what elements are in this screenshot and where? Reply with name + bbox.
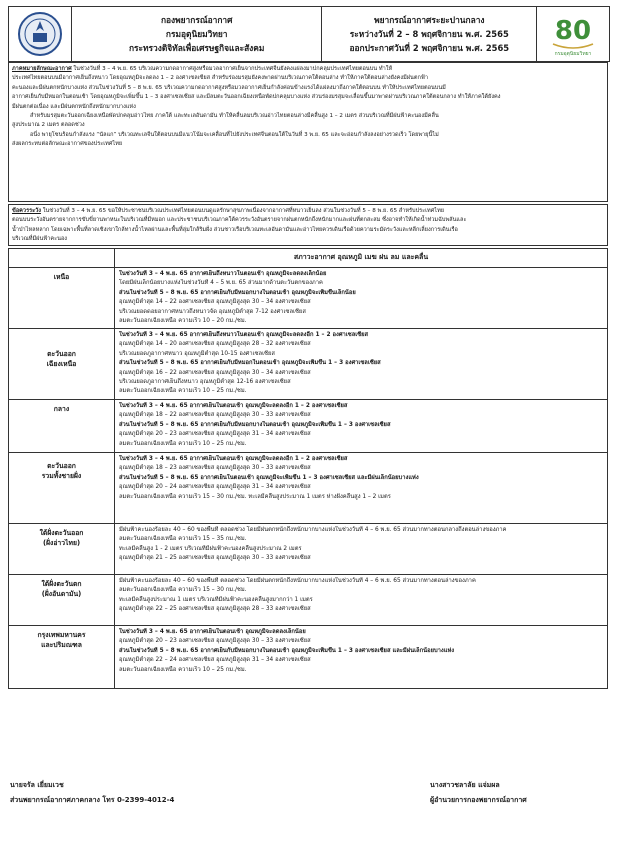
caution-label: ข้อควรระวัง	[12, 208, 41, 214]
region-name: กรุงเทพมหานคร และปริมณฑล	[9, 626, 115, 688]
table-row	[9, 453, 607, 524]
forecast-line: ในช่วงวันที่ 3 – 4 พ.ย. 65 อากาศเย็นในตอนเช้า อุณหภูมิจะลดลงอีก 1 – 2 องศาเซลเซียส	[119, 403, 348, 409]
anniversary-logo	[537, 7, 609, 61]
tmd-seal-logo	[9, 7, 72, 61]
forecast-line: ลมตะวันออกเฉียงเหนือ ความเร็ว 10 – 25 กม./ชม.	[119, 666, 247, 673]
seal-icon	[17, 11, 63, 57]
forecast-line: ลมตะวันออกเฉียงเหนือ ความเร็ว 15 – 35 กม./ชม.	[119, 536, 247, 543]
forecast-line: ทะเลมีคลื่นสูง 1 - 2 เมตร บริเวณที่มีฝนฟ้าคะนองคลื่นสูงประมาณ 2 เมตร	[119, 545, 302, 552]
department-line-1: กองพยากรณ์อากาศ	[160, 15, 233, 25]
forecaster-name: นายจรัล เยี่ยมเวช	[10, 781, 64, 789]
caution-line: ตอนบนระวังอันตรายจากการขับขี่ยานพาหนะในบริเวณที่มีหมอก และประชาชนบริเวณภาคใต้ควรระวังอันตรายจากฝนตกหนักถึงหนักมากและฝนที่ตกสะสม ซึ่งอาจทำให้เกิดน้ำท่วมฉับพลันและ	[12, 217, 467, 224]
region-forecast	[115, 400, 607, 452]
caution-line: ในช่วงวันที่ 3 – 4 พ.ย. 65 ขอให้ประชาชนบริเวณประเทศไทยตอนบนดูแลรักษาสุขภาพเนื่องจากอากาศที่หนาวเย็นลง ส่วนในช่วงวันที่ 5 – 8 พ.ย. 65 สำหรับประเทศไทย	[42, 208, 445, 214]
forecast-line: บริเวณยอดดอยอากาศหนาวถึงหนาวจัด อุณหภูมิต่ำสุด 7-12 องศาเซลเซียส	[119, 308, 306, 315]
forecast-line: อุณหภูมิต่ำสุด 16 – 22 องศาเซลเซียส อุณหภูมิสูงสุด 30 – 34 องศาเซลเซียส	[119, 369, 311, 376]
table-row	[9, 524, 607, 575]
forecaster-signature	[10, 778, 174, 808]
forecast-line: ส่วนในช่วงวันที่ 5 – 8 พ.ย. 65 อากาศเย็นในตอนเช้า อุณหภูมิจะเพิ่มขึ้น 1 – 3 องศาเซลเซียส และมีฝนเล็กน้อยบางแห่ง	[119, 474, 419, 481]
forecast-title: พยากรณ์อากาศระยะปานกลาง	[374, 15, 485, 25]
table-row	[9, 575, 607, 626]
forecast-line: อุณหภูมิต่ำสุด 18 – 22 องศาเซลเซียส อุณหภูมิสูงสุด 30 – 33 องศาเซลเซียส	[119, 412, 311, 419]
forecast-line: อุณหภูมิต่ำสุด 22 – 25 องศาเซลเซียส อุณหภูมิสูงสุด 28 – 33 องศาเซลเซียส	[119, 606, 311, 613]
caution-notice	[8, 204, 608, 246]
forecast-line: อุณหภูมิต่ำสุด 14 – 20 องศาเซลเซียส อุณหภูมิสูงสุด 28 – 32 องศาเซลเซียส	[119, 341, 311, 348]
region-column-header	[9, 249, 115, 267]
director-name: นางสาวชลาลัย แจ่มผล	[430, 781, 500, 789]
region-name: ตะวันออก รวมทั้งชายฝั่ง	[9, 453, 115, 523]
forecast-line: ลมตะวันออกเฉียงเหนือ ความเร็ว 10 – 25 กม./ชม.	[119, 440, 247, 447]
director-signature	[430, 778, 527, 808]
regional-forecast-table	[8, 248, 608, 689]
forecast-line: อุณหภูมิต่ำสุด 14 – 22 องศาเซลเซียส อุณหภูมิสูงสุด 30 – 34 องศาเซลเซียส	[119, 299, 311, 306]
region-forecast	[115, 575, 607, 625]
forecaster-contact: ส่วนพยากรณ์อากาศภาคกลาง โทร 0-2399-4012-4	[10, 796, 175, 804]
forecast-line: อุณหภูมิต่ำสุด 20 – 23 องศาเซลเซียส อุณหภูมิสูงสุด 31 – 34 องศาเซลเซียส	[119, 431, 311, 438]
region-forecast	[115, 329, 607, 399]
forecast-line: มีฝนฟ้าคะนองร้อยละ 40 – 60 ของพื้นที่ ตลอดช่วง โดยมีฝนตกหนักถึงหนักมากบางแห่งในช่วงวันที่ 4 – 6 พ.ย. 65 ส่วนมากทางตอนกลางถึงตอนล่างของภาค	[119, 527, 507, 533]
document-header	[8, 6, 610, 62]
summary-line: สูงประมาณ 2 เมตร ตลอดช่วง	[12, 122, 85, 129]
forecast-line: ส่วนในช่วงวันที่ 5 – 8 พ.ย. 65 อากาศเย็นกับมีหมอกบางในตอนเช้า อุณหภูมิจะเพิ่มขึ้น 1 – 3 องศาเซลเซียส	[119, 421, 391, 428]
table-header-row	[9, 249, 607, 268]
table-row	[9, 400, 607, 453]
anniversary-80-icon	[545, 10, 601, 58]
forecast-line: ในช่วงวันที่ 3 – 4 พ.ย. 65 อากาศเย็นถึงหนาวในตอนเช้า อุณหภูมิจะลดลงอีก 1 – 2 องศาเซลเซียส	[119, 332, 369, 338]
summary-line: ส่งผลกระทบต่อลักษณะอากาศของประเทศไทย	[12, 141, 123, 148]
forecast-line: โดยมีฝนเล็กน้อยบางแห่งในช่วงวันที่ 4 – 5 พ.ย. 65 ส่วนมากด้านตะวันตกของภาค	[119, 280, 323, 287]
issue-date: ออกประกาศวันที่ 2 พฤศจิกายน พ.ศ. 2565	[349, 43, 510, 53]
forecast-line: ในช่วงวันที่ 3 – 4 พ.ย. 65 อากาศเย็นถึงหนาวในตอนเช้า อุณหภูมิจะลดลงเล็กน้อย	[119, 271, 327, 277]
region-forecast	[115, 268, 607, 328]
department-block	[72, 7, 323, 61]
region-name: ตะวันออก เฉียงเหนือ	[9, 329, 115, 399]
forecast-line: อุณหภูมิต่ำสุด 21 – 25 องศาเซลเซียส อุณหภูมิสูงสุด 30 – 33 องศาเซลเซียส	[119, 555, 311, 562]
department-line-3: กระทรวงดิจิทัลเพื่อเศรษฐกิจและสังคม	[128, 43, 265, 53]
forecast-line: ในช่วงวันที่ 3 – 4 พ.ย. 65 อากาศเย็นในตอนเช้า อุณหภูมิจะลดลงอีก 1 – 2 องศาเซลเซียส	[119, 456, 348, 462]
weather-column-header: สภาวะอากาศ อุณหภูมิ เมฆ ฝน ลม และคลื่น	[293, 253, 429, 262]
forecast-line: ลมตะวันออกเฉียงเหนือ ความเร็ว 15 – 30 กม./ชม. ทะเลมีคลื่นสูงประมาณ 1 เมตร ห่างฝั่งคลื่นสูง 1 – 2 เมตร	[119, 493, 391, 500]
department-line-2: กรมอุตุนิยมวิทยา	[165, 29, 228, 39]
table-row	[9, 329, 607, 400]
forecast-line: อุณหภูมิต่ำสุด 20 – 24 องศาเซลเซียส อุณหภูมิสูงสุด 31 – 34 องศาเซลเซียส	[119, 484, 311, 491]
forecast-line: มีฝนฟ้าคะนองร้อยละ 40 – 60 ของพื้นที่ ตลอดช่วง โดยมีฝนตกหนักถึงหนักมากบางแห่งในช่วงวันที่ 4 – 6 พ.ย. 65 ส่วนมากทางตอนล่างของภาค	[119, 578, 476, 584]
logo-number: 80	[554, 16, 592, 46]
forecast-line: อุณหภูมิต่ำสุด 22 – 24 องศาเซลเซียส อุณหภูมิสูงสุด 31 – 34 องศาเซลเซียส	[119, 657, 311, 664]
forecast-line: ส่วนในช่วงวันที่ 5 – 8 พ.ย. 65 อากาศเย็นกับมีหมอกบางในตอนเช้า อุณหภูมิจะเพิ่มขึ้น 1 – 3 องศาเซลเซียส และมีฝนเล็กน้อยบางแห่ง	[119, 647, 455, 654]
forecast-line: บริเวณยอดภูอากาศหนาว อุณหภูมิต่ำสุด 10-15 องศาเซลเซียส	[119, 350, 275, 357]
forecast-line: ทะเลมีคลื่นสูงประมาณ 1 เมตร บริเวณที่มีฝนฟ้าคะนองคลื่นสูงมากกว่า 1 เมตร	[119, 596, 313, 603]
region-forecast	[115, 626, 607, 688]
summary-line: คะนองและมีฝนตกหนักบางแห่ง ส่วนในช่วงวันที่ 5 – 8 พ.ย. 65 บริเวณความกดอากาศสูงหรือมวลอากาศเย็นกำลังค่อนข้างแรงได้แผ่ลงมาถึงภาคใต้ตอนบน ทำให้ประเทศไทยตอนบนมี	[12, 84, 446, 91]
forecast-line: ส่วนในช่วงวันที่ 5 – 8 พ.ย. 65 อากาศเย็นกับมีหมอกในตอนเช้า อุณหภูมิจะเพิ่มขึ้น 1 – 3 องศาเซลเซียส	[119, 360, 381, 367]
summary-line: ในช่วงวันที่ 3 – 4 พ.ย. 65 บริเวณความกดอากาศสูงหรือมวลอากาศเย็นจากประเทศจีนยังคงแผ่ลงมาปกคลุมประเทศไทยตอนบน ทำให้	[73, 66, 393, 72]
forecast-line: อุณหภูมิต่ำสุด 18 – 23 องศาเซลเซียส อุณหภูมิสูงสุด 30 – 33 องศาเซลเซียส	[119, 465, 311, 472]
region-forecast	[115, 524, 607, 574]
forecast-line: ลมตะวันออกเฉียงเหนือ ความเร็ว 10 – 20 กม./ชม.	[119, 318, 247, 325]
forecast-line: บริเวณยอดภูอากาศเย็นถึงหนาว อุณหภูมิต่ำสุด 12-16 องศาเซลเซียส	[119, 379, 291, 386]
table-row	[9, 268, 607, 329]
forecast-line: ส่วนในช่วงวันที่ 5 – 8 พ.ย. 65 อากาศเย็นกับมีหมอกบางในตอนเช้า อุณหภูมิจะเพิ่มขึ้นเล็กน้อย	[119, 289, 356, 296]
caution-line: น้ำป่าไหลหลาก โดยเฉพาะพื้นที่ลาดเชิงเขาใกล้ทางน้ำไหลผ่านและพื้นที่ลุ่มใกล้ริมฝั่ง ส่วนชาวเรือบริเวณทะเลอันดามันและอ่าวไทยควรเดินเรือด้วยความระมัดระวังและหลีกเลี่ยงการเดินเรือ	[12, 226, 458, 233]
forecast-title-block	[322, 7, 537, 61]
summary-line: สำหรับมรสุมตะวันออกเฉียงเหนือพัดปกคลุมอ่าวไทย ภาคใต้ และทะเลอันดามัน ทำให้คลื่นลมบริเวณอ่าวไทยตอนล่างมีคลื่นสูง 1 – 2 เมตร ส่วนบริเวณที่มีฝนฟ้าคะนองมีคลื่น	[30, 113, 439, 120]
summary-line: ประเทศไทยตอนบนมีอากาศเย็นถึงหนาว โดยอุณหภูมิจะลดลง 1 – 2 องศาเซลเซียส สำหรับร่องมรสุมยังคงพาดผ่านบริเวณภาคใต้ตอนล่าง ทำให้ภาคใต้ตอนล่างยังคงมีฝนตกฟ้า	[12, 75, 428, 82]
table-row	[9, 626, 607, 688]
weather-summary	[8, 62, 608, 202]
summary-line: อากาศเย็นกับมีหมอกในตอนเช้า โดยอุณหภูมิจะเพิ่มขึ้น 1 – 3 องศาเซลเซียส และมีลมตะวันออกเฉียงเหนือพัดปกคลุมบางแห่ง ส่วนร่องมรสุมจะเลื่อนขึ้นมาพาดผ่านบริเวณภาคใต้ตอนกลาง ทำให้ภาคใต้ยังคง	[12, 94, 501, 101]
forecast-line: อุณหภูมิต่ำสุด 20 – 23 องศาเซลเซียส อุณหภูมิสูงสุด 30 – 33 องศาเซลเซียส	[119, 638, 311, 645]
region-name: เหนือ	[9, 268, 115, 328]
region-name: ใต้ฝั่งตะวันออก (ฝั่งอ่าวไทย)	[9, 524, 115, 574]
caution-line: บริเวณที่มีฝนฟ้าคะนอง	[12, 236, 68, 243]
director-title: ผู้อำนวยการกองพยากรณ์อากาศ	[430, 796, 527, 804]
summary-line: อนึ่ง พายุโซนร้อนกำลังแรง “นัลแก” บริเวณทะเลจีนใต้ตอนบนมีแนวโน้มจะเคลื่อนที่ไปยังประเทศจีนตอนใต้ในวันที่ 3 พ.ย. 65 และจะอ่อนกำลังลงอย่างรวดเร็ว โดยพายุนี้ไม่	[30, 131, 439, 138]
logo-caption: กรมอุตุนิยมวิทยา	[554, 51, 592, 57]
region-forecast	[115, 453, 607, 523]
summary-line: มีฝนตกต่อเนื่อง และมีฝนตกหนักถึงหนักมากบางแห่ง	[12, 103, 136, 110]
forecast-line: ลมตะวันออกเฉียงเหนือ ความเร็ว 15 – 30 กม./ชม.	[119, 587, 247, 594]
forecast-period: ระหว่างวันที่ 2 – 8 พฤศจิกายน พ.ศ. 2565	[349, 29, 509, 39]
region-name: กลาง	[9, 400, 115, 452]
forecast-line: ลมตะวันออกเฉียงเหนือ ความเร็ว 10 – 25 กม./ชม.	[119, 388, 247, 395]
region-name: ใต้ฝั่งตะวันตก (ฝั่งอันดามัน)	[9, 575, 115, 625]
forecast-line: ในช่วงวันที่ 3 – 4 พ.ย. 65 อากาศเย็นในตอนเช้า อุณหภูมิจะลดลงเล็กน้อย	[119, 629, 306, 635]
summary-label: ภาคหมายลักษณะอากาศ	[12, 66, 72, 72]
